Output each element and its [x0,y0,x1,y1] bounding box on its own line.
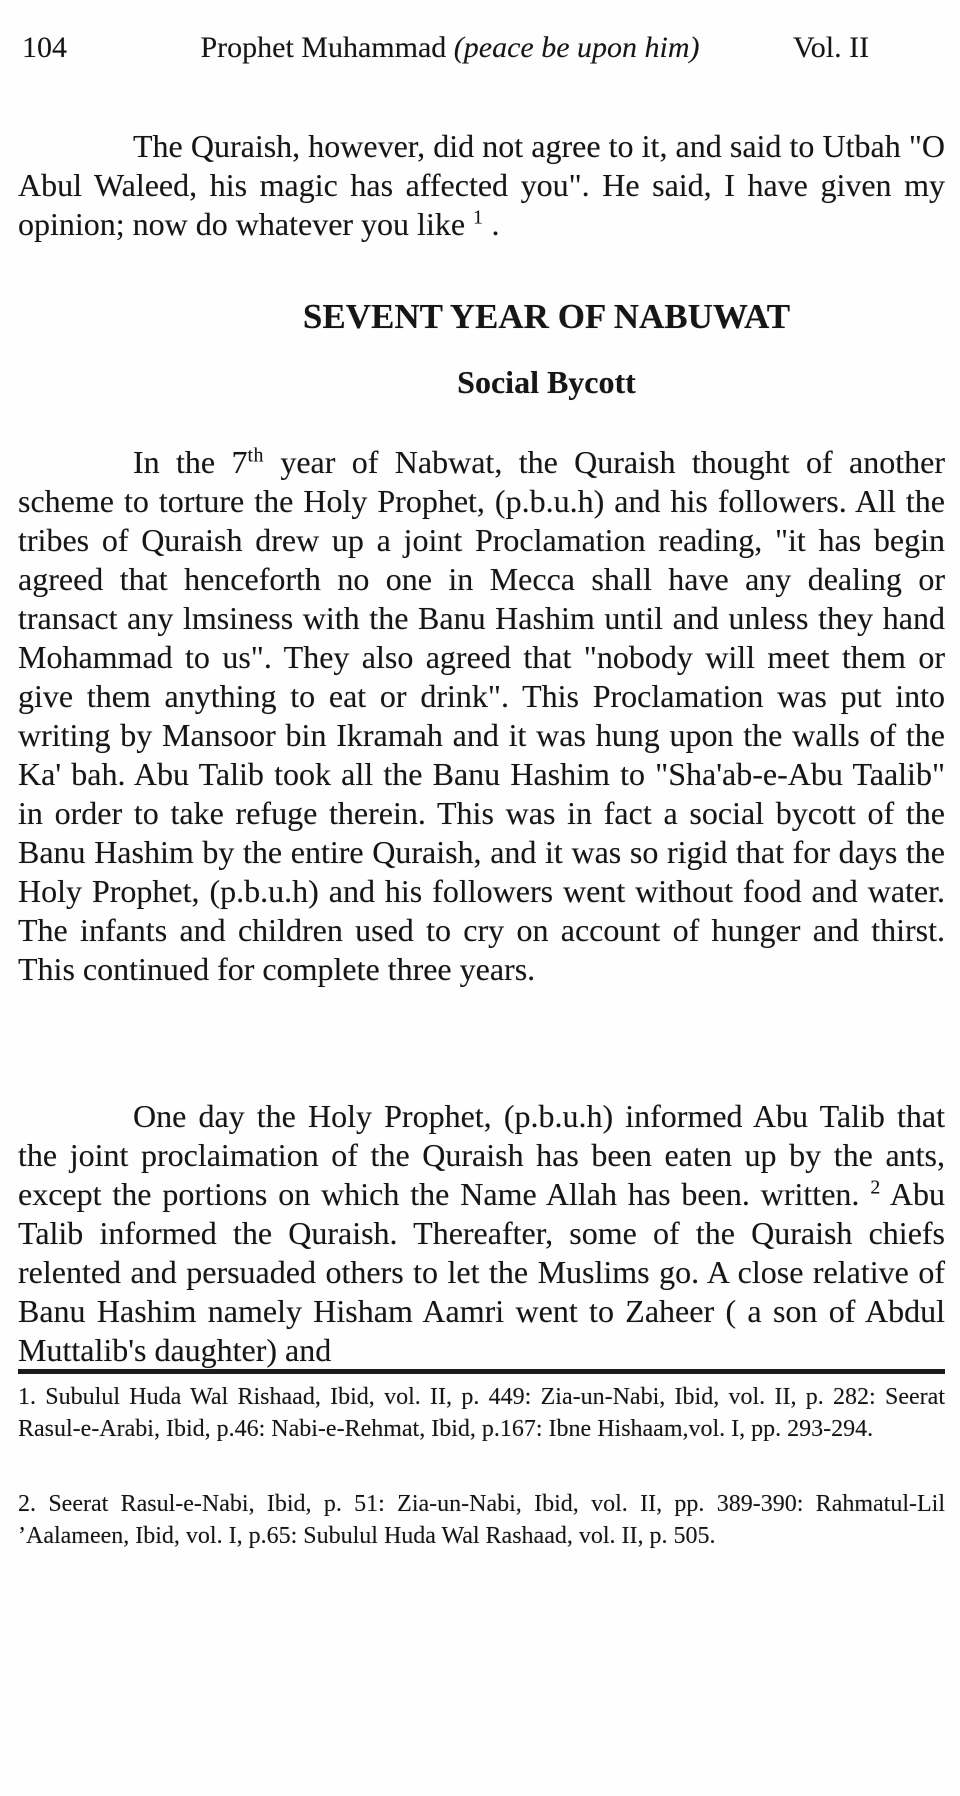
page-number: 104 [22,31,67,64]
paragraph-3-tail: Abu Talib informed the Quraish. Thereafter, some of the Quraish chiefs relented and persuaded others to let the Muslims go. A close relative of Banu Hashim namely Hisham Aamri went to Zaheer ( a son of Abdul Muttalib's daughter) and [18,1176,946,1368]
paragraph-2-lead: In the 7 [133,444,248,480]
footnote-1: 1. Subulul Huda Wal Rishaad, Ibid, vol. II, p. 449: Zia-un-Nabi, Ibid, vol. II, p. 282: Seerat Rasul-e-Arabi, Ibid, p.46: Nabi-e-Rehmat, Ibid, p.167: Ibne Hishaam,vol. I, pp. 293-294. [18,1384,945,1442]
running-title [123,30,777,66]
paragraph-proclamation-eaten [18,1097,945,1369]
paragraph-social-boycott [18,443,945,1028]
footnote-2: 2. Seerat Rasul-e-Nabi, Ibid, p. 51: Zia-un-Nabi, Ibid, vol. II, pp. 389-390: Rahmatul-Lil ’Aalameen, Ibid, vol. I, p.65: Subulul Huda Wal Rashaad, vol. II, p. 505. [18,1491,945,1549]
footnote-ref-1: 1 [473,206,484,229]
running-title-text: Prophet Muhammad [200,31,454,64]
page-header [18,30,945,66]
footnote-ref-2: 2 [870,1176,881,1199]
subsection-heading: Social Bycott [457,364,636,400]
paragraph-quraish-reply [18,127,945,244]
ordinal-suffix: th [247,444,264,467]
paragraph-2-text: year of Nabwat, the Quraish thought of another scheme to torture the Holy Prophet, (p.b.u.h) and his followers. All the tribes of Quraish drew up a joint Proclamation reading, "it has begin agreed that henceforth no one in Mecca shall have any dealing or transact any lmsiness with the Banu Hashim until and unless they hand Mohammad to us". They also agreed that "nobody will meet them or give them anything to eat or drink". This Proclamation was put into writing by Mansoor bin Ikramah and it was hung upon the walls of the Ka' bah. Abu Talib took all the Banu Hashim to "Sha'ab-e-Abu Taalib" in order to take refuge therein. This was in fact a social bycott of the Banu Hashim by the entire Quraish, and it was so rigid that for days the Holy Prophet, (p.b.u.h) and his followers went without food and water. The infants and children used to cry on account of hunger and thirst. This continued for complete three years. [18,444,946,987]
paragraph-1-tail: . [483,206,500,242]
paragraph-1-text: The Quraish, however, did not agree to it, and said to Utbah "O Abul Waleed, his magic has affected you". He said, I have given my opinion; now do whatever you like [18,128,945,242]
running-title-italic: (peace be upon him) [453,31,700,64]
section-heading: SEVENT YEAR OF NABUWAT [302,297,791,336]
volume-label: Vol. II [793,31,870,64]
paragraph-3-text: One day the Holy Prophet, (p.b.u.h) informed Abu Talib that the joint proclaimation of the Quraish has been eaten up by the ants, except the portions on which the Name Allah has been. written. [18,1098,945,1212]
